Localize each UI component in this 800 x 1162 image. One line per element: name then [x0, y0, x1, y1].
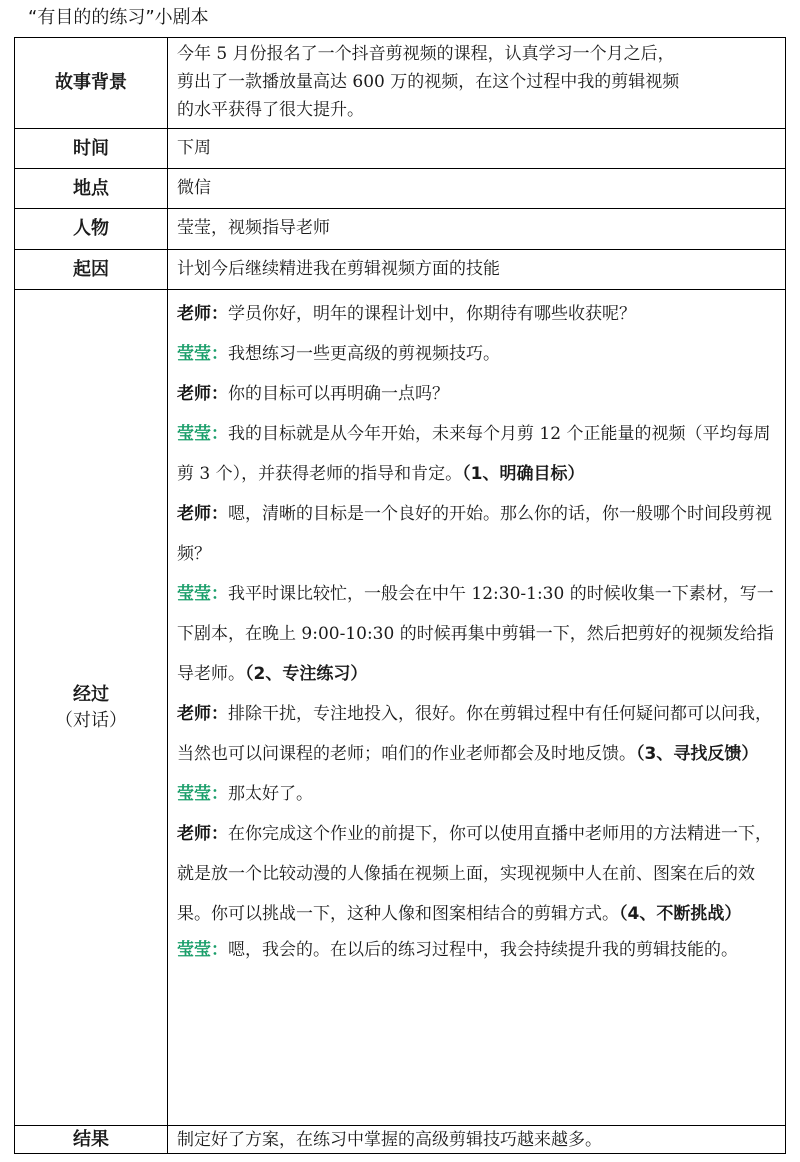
dialogue-turn [177, 294, 777, 334]
dialogue-turn [177, 334, 777, 374]
document-title: “有目的的练习”小剧本 [28, 7, 209, 28]
dialogue-text: 在你完成这个作业的前提下，你可以使用直播中老师用的方法精进一下，就是放一个比较动漫的人像插在视频上面，实现视频中人在前、图案在后的效果。你可以挑战一下，这种人像和图案相结合的剪辑方式。 [177, 824, 772, 924]
dialogue-turn [177, 494, 777, 574]
label-process-sub: （对话） [55, 709, 127, 731]
dialogue-turn [177, 934, 777, 966]
row-time [15, 129, 786, 169]
content-result: 制定好了方案，在练习中掌握的高级剪辑技巧越来越多。 [168, 1126, 786, 1154]
label-cause: 起因 [15, 250, 168, 290]
content-cause: 计划今后继续精进我在剪辑视频方面的技能 [168, 250, 786, 290]
content-place: 微信 [168, 169, 786, 209]
row-people [15, 209, 786, 250]
content-time: 下周 [168, 129, 786, 169]
dialogue-turn [177, 814, 777, 934]
label-people: 人物 [15, 209, 168, 250]
content-background [168, 38, 786, 129]
row-result [15, 1126, 786, 1154]
dialogue-tag: （1、明确目标） [462, 464, 585, 484]
speaker-student: 莹莹： [177, 584, 228, 604]
label-time: 时间 [15, 129, 168, 169]
background-line: 剪出了一款播放量高达 600 万的视频，在这个过程中我的剪辑视频 [177, 72, 680, 92]
dialogue-text: 那太好了。 [228, 784, 313, 804]
speaker-teacher: 老师： [177, 824, 228, 844]
dialogue-text: 嗯，我会的。在以后的练习过程中，我会持续提升我的剪辑技能的。 [228, 940, 738, 960]
dialogue-text: 学员你好，明年的课程计划中，你期待有哪些收获呢？ [228, 304, 636, 324]
label-background: 故事背景 [15, 38, 168, 129]
speaker-student: 莹莹： [177, 344, 228, 364]
dialogue-tag: （4、不断挑战） [619, 904, 742, 924]
speaker-teacher: 老师： [177, 704, 228, 724]
dialogue-turn [177, 414, 777, 494]
dialogue-turn [177, 574, 777, 694]
dialogue-tag: （3、寻找反馈） [636, 744, 759, 764]
background-line: 的水平获得了很大提升。 [177, 100, 364, 120]
label-result: 结果 [15, 1126, 168, 1154]
dialogue-box [168, 290, 786, 1126]
dialogue-turn [177, 694, 777, 774]
dialogue-text: 你的目标可以再明确一点吗？ [228, 384, 449, 404]
speaker-student: 莹莹： [177, 424, 228, 444]
dialogue-text: 我想练习一些更高级的剪视频技巧。 [228, 344, 500, 364]
content-people: 莹莹，视频指导老师 [168, 209, 786, 250]
row-background [15, 38, 786, 129]
dialogue-text: 我的目标就是从今年开始，未来每个月剪 12 个正能量的视频（平均每周剪 3 个），并获得老师的指导和肯定。 [177, 424, 771, 484]
row-place [15, 169, 786, 209]
label-process-main: 经过 [73, 683, 109, 705]
script-table [14, 37, 786, 1154]
speaker-teacher: 老师： [177, 304, 228, 324]
background-line: 今年 5 月份报名了一个抖音剪视频的课程，认真学习一个月之后， [177, 44, 675, 64]
speaker-student: 莹莹： [177, 940, 228, 960]
row-process [15, 290, 786, 1126]
dialogue-tag: （2、专注练习） [245, 664, 368, 684]
speaker-student: 莹莹： [177, 784, 228, 804]
dialogue-turn [177, 774, 777, 814]
label-process [15, 290, 168, 1126]
dialogue-text: 我平时课比较忙，一般会在中午 12:30-1:30 的时候收集一下素材，写一下剧本，在晚上 9:00-10:30 的时候再集中剪辑一下，然后把剪好的视频发给指导老师。 [177, 584, 774, 684]
dialogue-text: 嗯，清晰的目标是一个良好的开始。那么你的话，你一般哪个时间段剪视频？ [177, 504, 772, 564]
speaker-teacher: 老师： [177, 504, 228, 524]
speaker-teacher: 老师： [177, 384, 228, 404]
dialogue-text: 排除干扰，专注地投入，很好。你在剪辑过程中有任何疑问都可以问我，当然也可以问课程的老师；咱们的作业老师都会及时地反馈。 [177, 704, 772, 764]
row-cause [15, 250, 786, 290]
label-place: 地点 [15, 169, 168, 209]
dialogue-turn [177, 374, 777, 414]
